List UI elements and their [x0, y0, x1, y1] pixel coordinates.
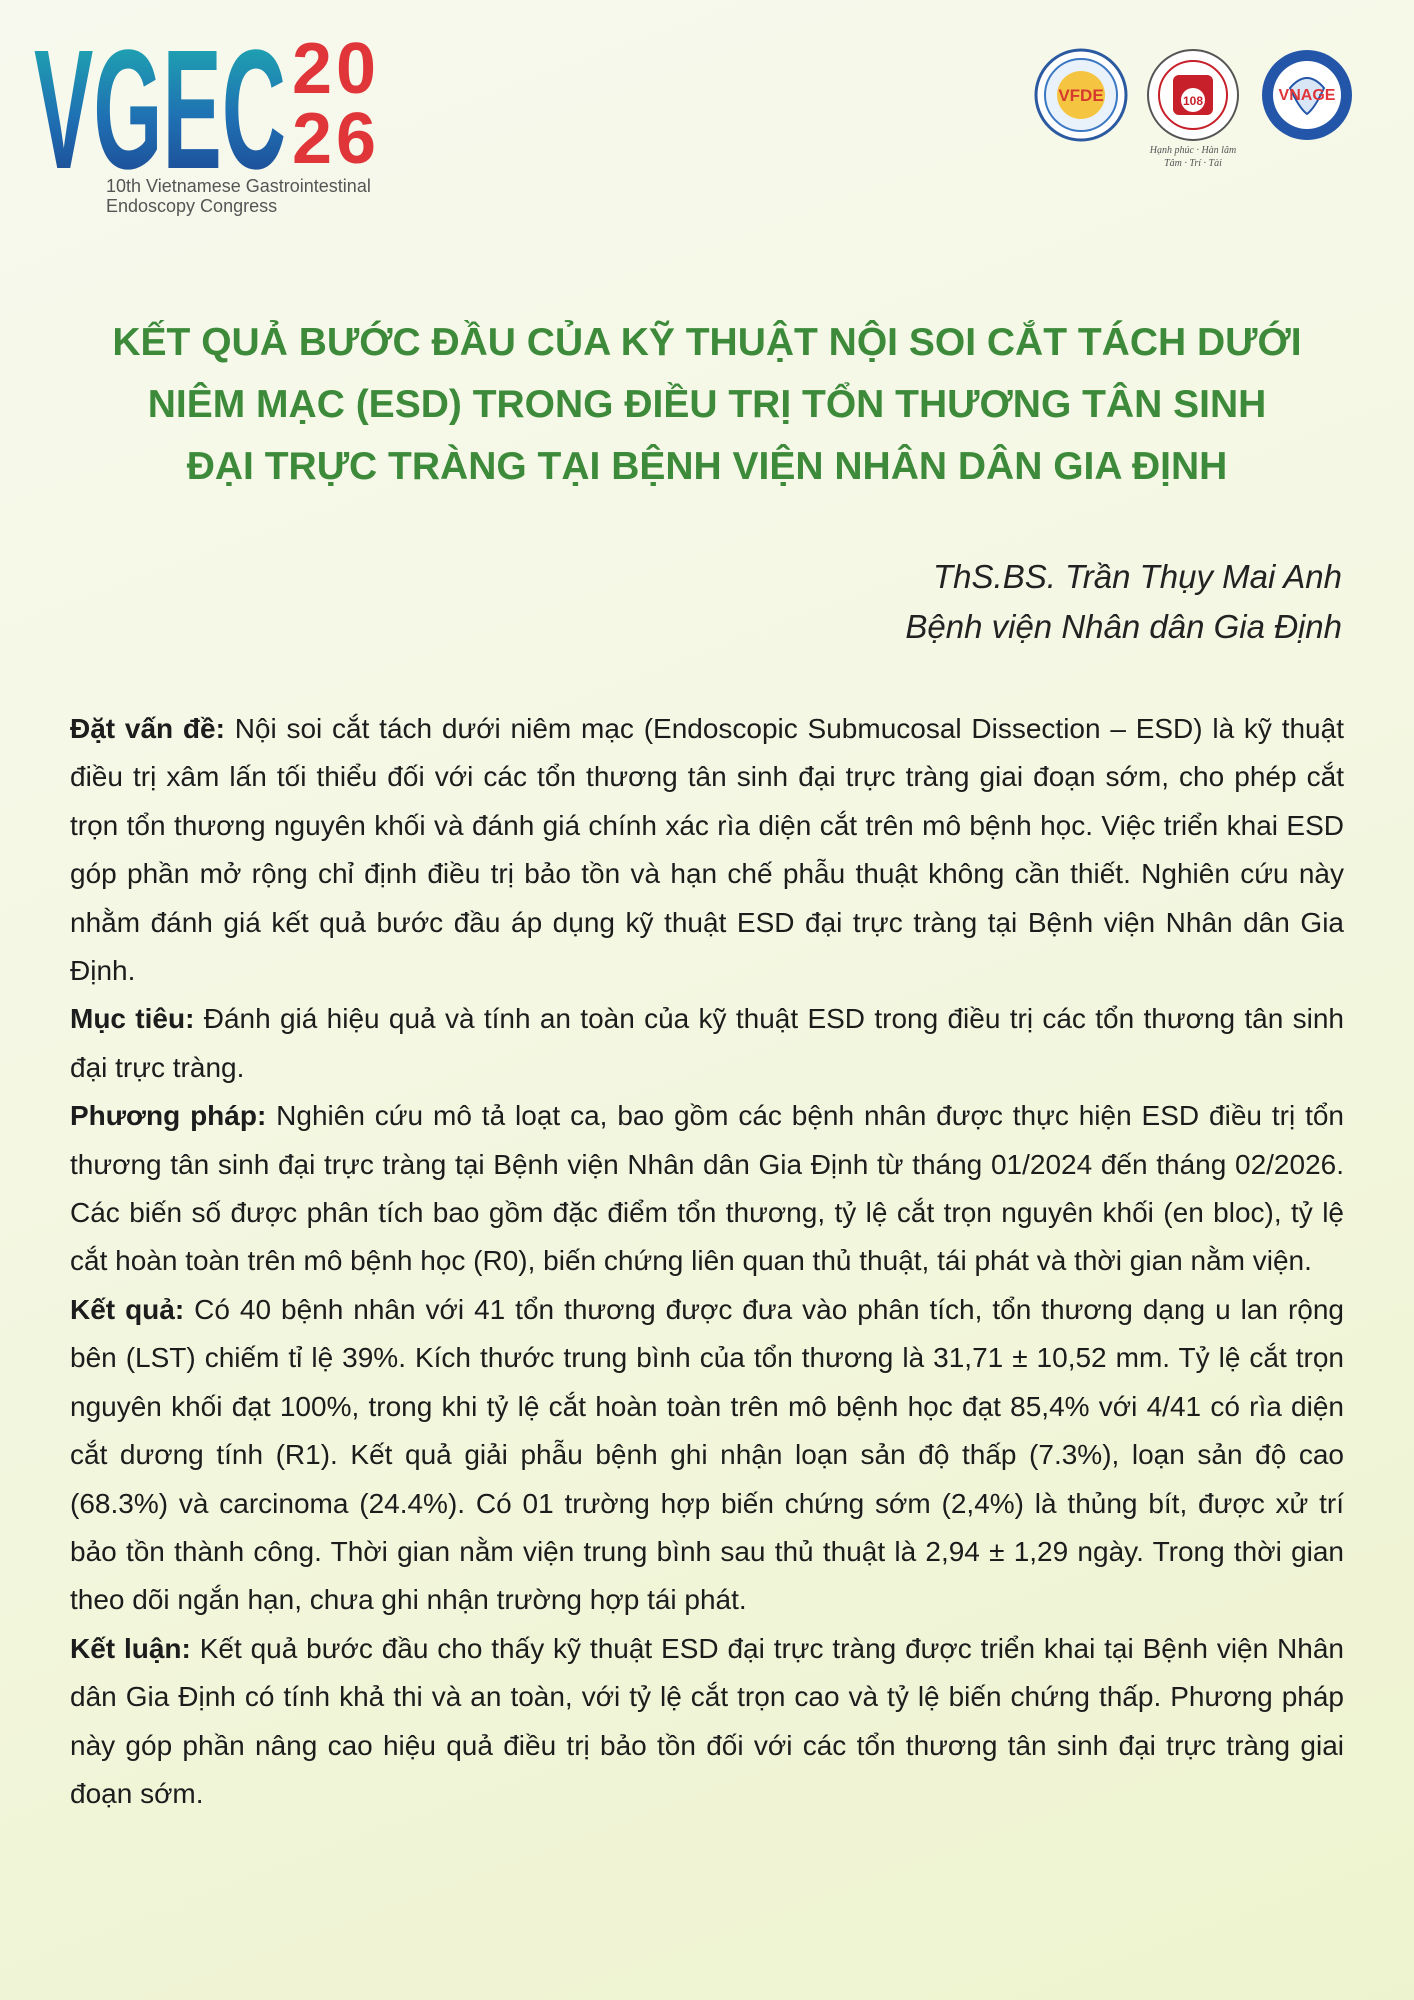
abstract-title: [70, 312, 1344, 498]
author-name: ThS.BS. Trần Thụy Mai Anh: [933, 558, 1342, 595]
vfde-logo: [1034, 48, 1128, 142]
author-affiliation: Bệnh viện Nhân dân Gia Định: [905, 608, 1342, 645]
title-line-1: KẾT QUẢ BƯỚC ĐẦU CỦA KỸ THUẬT NỘI SOI CẮT TÁCH DƯỚI: [112, 321, 1302, 364]
section-text: Đánh giá hiệu quả và tính an toàn của kỹ thuật ESD trong điều trị các tổn thương tân sinh đại trực tràng.: [70, 1003, 1344, 1083]
section-methods: [70, 1092, 1344, 1286]
section-text: Nghiên cứu mô tả loạt ca, bao gồm các bệnh nhân được thực hiện ESD điều trị tổn thương tân sinh đại trực tràng tại Bệnh viện Nhân dân Gia Định từ tháng 01/2024 đến tháng 02/2026. Các biến số được phân tích bao gồm đặc điểm tổn thương, tỷ lệ cắt trọn nguyên khối (en bloc), tỷ lệ cắt hoàn toàn trên mô bệnh học (R0), biến chứng liên quan thủ thuật, tái phát và thời gian nằm viện.: [70, 1100, 1345, 1277]
svg-text:VFDE: VFDE: [1058, 86, 1104, 105]
congress-logo: [34, 28, 414, 218]
hospital-108-logo: [1146, 48, 1240, 142]
year-top: 20: [292, 29, 381, 109]
section-heading: Phương pháp:: [70, 1100, 267, 1132]
congress-subtitle: [106, 176, 371, 216]
year-bottom: 26: [292, 99, 381, 179]
subtitle-line-1: 10th Vietnamese Gastrointestinal: [106, 176, 371, 196]
vgec-logo-mark: [34, 28, 294, 178]
section-heading: Kết quả:: [70, 1293, 185, 1325]
title-line-2: NIÊM MẠC (ESD) TRONG ĐIỀU TRỊ TỔN THƯƠNG TÂN SINH: [147, 383, 1267, 426]
subtitle-line-2: Endoscopy Congress: [106, 196, 278, 216]
section-objective: [70, 995, 1344, 1092]
congress-year: [292, 29, 381, 179]
svg-text:108: 108: [1182, 94, 1204, 108]
vnage-logo: [1260, 48, 1354, 142]
vgec-text: VGEC: [34, 28, 286, 178]
section-text: Kết quả bước đầu cho thấy kỹ thuật ESD đại trực tràng được triển khai tại Bệnh viện Nhân dân Gia Định có tính khả thi và an toàn, với tỷ lệ cắt trọn cao và tỷ lệ biến chứng thấp. Phương pháp này góp phần nâng cao hiệu quả điều trị bảo tồn đối với các tổn thương tân sinh đại trực tràng giai đoạn sớm.: [70, 1632, 1344, 1809]
section-heading: Đặt vấn đề:: [70, 713, 225, 744]
section-heading: Mục tiêu:: [70, 1003, 195, 1035]
section-results: [70, 1286, 1344, 1625]
partner-logos: [1034, 48, 1364, 168]
author-block: [905, 552, 1342, 652]
svg-text:VNAGE: VNAGE: [1278, 87, 1336, 104]
section-text: Có 40 bệnh nhân với 41 tổn thương được đưa vào phân tích, tổn thương dạng u lan rộng bên (LST) chiếm tỉ lệ 39%. Kích thước trung bình của tổn thương là 31,71 ± 10,52 mm. Tỷ lệ cắt trọn nguyên khối đạt 100%, trong khi tỷ lệ cắt hoàn toàn trên mô bệnh học đạt 85,4% với 4/41 có rìa diện cắt dương tính (R1). Kết quả giải phẫu bệnh ghi nhận loạn sản độ thấp (7.3%), loạn sản độ cao (68.3%) và carcinoma (24.4%). Có 01 trường hợp biến chứng sớm (2,4%) là thủng bít, được xử trí bảo tồn thành công. Thời gian nằm viện trung bình sau thủ thuật là 2,94 ± 1,29 ngày. Trong thời gian theo dõi ngắn hạn, chưa ghi nhận trường hợp tái phát.: [70, 1293, 1344, 1616]
section-heading: Kết luận:: [70, 1632, 191, 1664]
section-text: Nội soi cắt tách dưới niêm mạc (Endoscopic Submucosal Dissection – ESD) là kỹ thuật điều trị xâm lấn tối thiểu đối với các tổn thương tân sinh đại trực tràng giai đoạn sớm, cho phép cắt trọn tổn thương nguyên khối và đánh giá chính xác rìa diện cắt trên mô bệnh học. Việc triển khai ESD góp phần mở rộng chỉ định điều trị bảo tồn và hạn chế phẫu thuật không cần thiết. Nghiên cứu này nhằm đánh giá kết quả bước đầu áp dụng kỹ thuật ESD đại trực tràng tại Bệnh viện Nhân dân Gia Định.: [70, 713, 1344, 987]
hospital-motto: Hạnh phúc · Hàn lâm Tâm · Trí · Tài: [1149, 145, 1237, 169]
title-line-3: ĐẠI TRỰC TRÀNG TẠI BỆNH VIỆN NHÂN DÂN GIA ĐỊNH: [186, 445, 1228, 488]
section-background: [70, 705, 1344, 995]
section-conclusion: [70, 1625, 1344, 1819]
abstract-body: [70, 705, 1344, 1818]
